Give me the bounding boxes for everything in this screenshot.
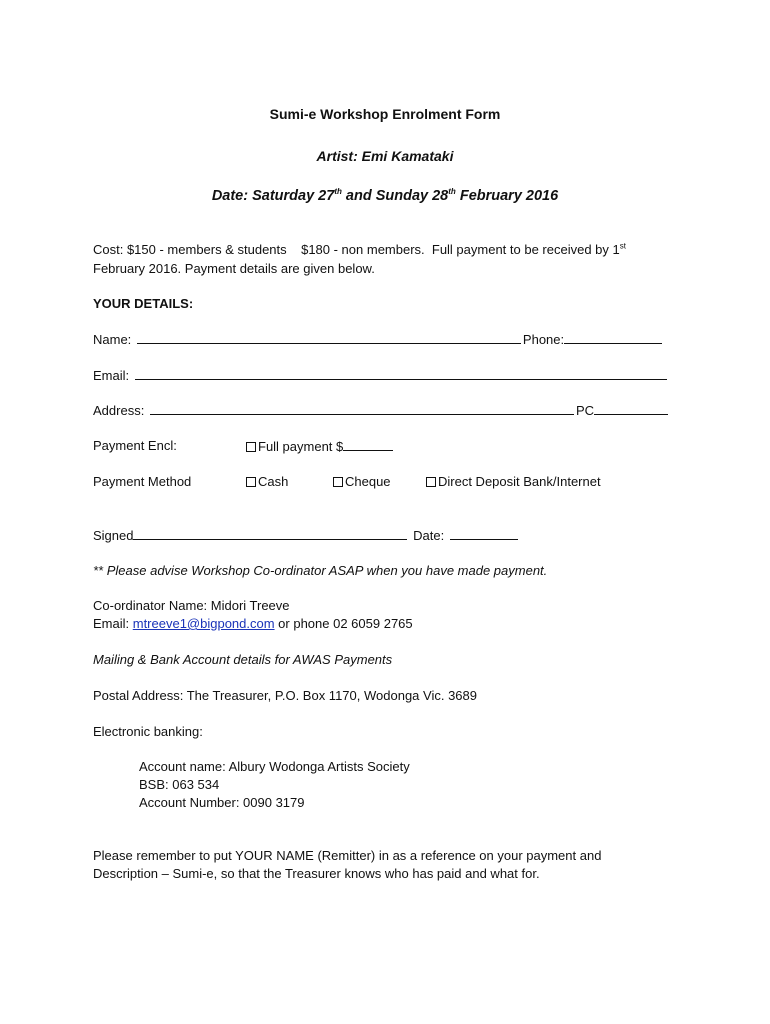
address-row (93, 402, 670, 418)
cash-label: Cash (258, 474, 289, 489)
pc-field[interactable] (594, 402, 668, 415)
electronic-banking-label: Electronic banking: (93, 724, 203, 739)
coordinator-email-link[interactable]: mtreeve1@bigpond.com (132, 616, 275, 631)
phone-label: Phone: (522, 332, 565, 347)
sign-date-field[interactable] (450, 527, 518, 540)
reminder-line-2: Description – Sumi-e, so that the Treasurer knows who has paid and what for. (93, 866, 540, 881)
cheque-label: Cheque (345, 474, 391, 489)
reminder-line-1: Please remember to put YOUR NAME (Remitter) in as a reference on your payment and (93, 848, 602, 863)
deposit-option[interactable] (426, 474, 601, 489)
address-field[interactable] (150, 402, 574, 415)
payment-method-label: Payment Method (93, 474, 192, 489)
pc-label: PC (575, 403, 594, 418)
cheque-checkbox[interactable] (333, 477, 343, 487)
signed-row (93, 527, 520, 543)
cost-line-1: Cost: $150 - members & students $180 - non members. Full payment to be received by 1st (93, 241, 626, 257)
name-row (93, 331, 664, 347)
coordinator-name: Co-ordinator Name: Midori Treeve (93, 598, 290, 613)
full-payment-option[interactable] (246, 438, 395, 454)
advise-note: ** Please advise Workshop Co-ordinator ASAP when you have made payment. (93, 563, 548, 578)
signed-label: Signed (93, 528, 134, 543)
bsb: BSB: 063 534 (139, 777, 220, 792)
full-payment-amount-field[interactable] (343, 438, 393, 451)
cash-checkbox[interactable] (246, 477, 256, 487)
phone-field[interactable] (564, 331, 662, 344)
form-title: Sumi-e Workshop Enrolment Form (269, 106, 501, 122)
email-field[interactable] (135, 367, 667, 380)
payment-encl-label: Payment Encl: (93, 438, 177, 453)
cheque-option[interactable] (333, 474, 391, 489)
coordinator-contact: Email: mtreeve1@bigpond.com or phone 02 6059 2765 (93, 616, 413, 631)
artist-line: Artist: Emi Kamataki (316, 148, 454, 164)
postal-address: Postal Address: The Treasurer, P.O. Box 1170, Wodonga Vic. 3689 (93, 688, 477, 703)
mailing-heading: Mailing & Bank Account details for AWAS Payments (93, 652, 393, 667)
cash-option[interactable] (246, 474, 288, 489)
deposit-checkbox[interactable] (426, 477, 436, 487)
email-row (93, 367, 669, 383)
name-field[interactable] (137, 331, 521, 344)
full-payment-checkbox[interactable] (246, 442, 256, 452)
your-details-heading: YOUR DETAILS: (93, 296, 194, 311)
account-name: Account name: Albury Wodonga Artists Society (139, 759, 410, 774)
address-label: Address: (93, 403, 145, 418)
account-number: Account Number: 0090 3179 (139, 795, 305, 810)
cost-line-2: February 2016. Payment details are given below. (93, 261, 375, 276)
sign-date-label: Date: (413, 528, 445, 543)
full-payment-label: Full payment $ (258, 439, 344, 454)
deposit-label: Direct Deposit Bank/Internet (438, 474, 601, 489)
signature-field[interactable] (133, 527, 407, 540)
name-label: Name: (93, 332, 132, 347)
workshop-date: Date: Saturday 27th and Sunday 28th February 2016 (211, 187, 559, 204)
email-label: Email: (93, 368, 130, 383)
